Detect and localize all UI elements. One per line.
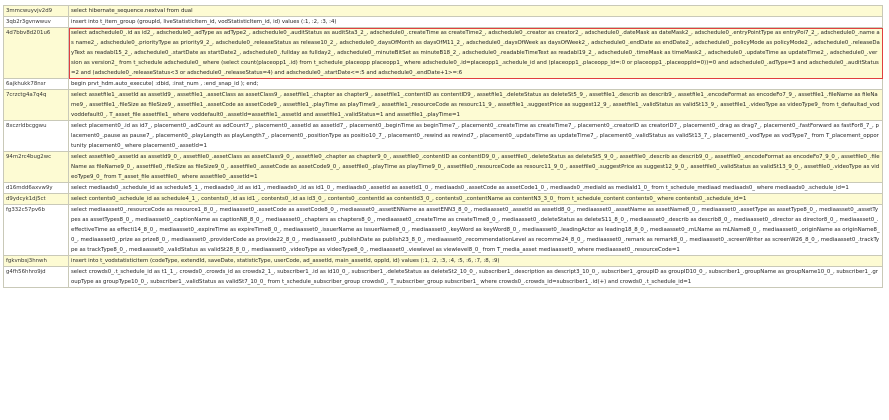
table-row[interactable]: [4, 121, 883, 152]
table-row[interactable]: [4, 79, 883, 90]
sql-text-cell: insert into t_item_group (groupId, liveStatisticItem_id, vodStatisticItem_id, id) values (:1, :2, :3, :4): [69, 17, 883, 28]
sql-id-cell: d9ydcyk1dj5ct: [4, 194, 69, 205]
sql-text-cell: select hibernate_sequence.nextval from dual: [69, 6, 883, 17]
sql-text-cell: begin prvt_hdm.auto_execute( :dbid, :inst_num , :end_snap_id ); end;: [69, 79, 883, 90]
table-row[interactable]: [4, 90, 883, 121]
sql-id-cell: 94m2rc4bug2wc: [4, 152, 69, 183]
sql-id-cell: 8xczrldbcggwu: [4, 121, 69, 152]
sql-text-cell: select adschedule0_.id as id2_, adschedule0_.adType as adType2_, adschedule0_.auditStatus as auditSta3_2_, adschedule0_.createTime as createTime2_, adschedule0_.creator as creator2_, adschedule0_.dateMask as dateMask2_, adschedule0_.entryPointType as entryPoi7_2_, adschedule0_.name as name2_, adschedule0_.priorityType as priority9_2_, adschedule0_.releaseStatus as release10_2_, adschedule0_.daysOfMonth as daysOfM11_2_, adschedule0_.daysOfWeek as daysOfWeek2_, adschedule0_.endDate as endDate2_, adschedule0_.policyMode as policyMode2_, adschedule0_.releaseDayText as readabl15_2_, adschedule0_.startDate as startDate2_, adschedule0_.fullday as fullday2_, adschedule0_.minuteBitSet as minuteB18_2_, adschedule0_.readableTimeText as readabl19_2_, adschedule0_.timeMask as timeMask2_, adschedule0_.updateTime as updateTime2_, adschedule0_.version as version2_ from t_schedule adschedule0_ where (select count(placeopp1_.id) from t_schedule_placeopp placeopp1_ where adschedule0_.id=placeopp1_.schedule_id and (placeopp1_.placeopp_id=:0 or placeopp1_.placeoppId=0))=0 and adschedule0_.adType=3 and adschedule0_.auditStatus=2 and (adschedule0_.releaseStatus<3 or adschedule0_.releaseStatus=4) and adschedule0_.startDate<=:5 and adschedule0_.endDate+1>=:6: [69, 28, 883, 79]
sql-text-cell: select placement0_.id as id7_, placement0_.adCount as adCount7_, placement0_.assetId as assetId7_, placement0_.beginTime as beginTime7_, placement0_.createTime as createTime7_, placement0_.creatorID as creatorID7_, placement0_.drag as drag7_, placement0_.fastForward as fastFor8_7_, placement0_.pause as pause7_, placement0_.playLength as playLength7_, placement0_.positionType as positio10_7_, placement0_.rewind as rewind7_, placement0_.updateTime as updateTime7_, placement0_.validStatus as validSt13_7_, placement0_.vodType as vodType7_ from T_placement_opportunity placement0_ where placement0_.assetId=1: [69, 121, 883, 152]
table-row[interactable]: [4, 17, 883, 28]
table-row[interactable]: [4, 194, 883, 205]
sql-statements-body: [4, 6, 883, 288]
table-row[interactable]: [4, 205, 883, 256]
sql-text-cell: select mediaads0_.schedule_id as schedule5_1_, mediaads0_.id as id1_, mediaads0_.id as id1_0_, mediaads0_.assetId as assetId1_0_, mediaads0_.assetCode as assetCode1_0_, mediaads0_.mediaId as mediaId1_0_ from t_schedule_mediaad mediaads0_ where mediaads0_.schedule_id=1: [69, 183, 883, 194]
sql-id-cell: 3qb2r3gvnwwuv: [4, 17, 69, 28]
sql-id-cell: g4fh56hhro9jd: [4, 267, 69, 288]
table-row[interactable]: [4, 28, 883, 79]
table-row[interactable]: [4, 6, 883, 17]
table-row[interactable]: [4, 267, 883, 288]
sql-id-cell: 3mmcwuyvjv2d9: [4, 6, 69, 17]
sql-id-cell: 6ajkhukk78nsr: [4, 79, 69, 90]
sql-text-cell: select mediaasset0_.resourceCode as resource1_8_0_, mediaasset0_.assetCode as assetCode8_0_, mediaasset0_.assetENName as assetENN3_8_0_, mediaasset0_.assetId as assetId8_0_, mediaasset0_.assetName as assetName8_0_, mediaasset0_.assetType as assetType8_0_, mediaasset0_.assetTypes as assetTypes8_0_, mediaasset0_.captionName as captionN8_8_0_, mediaasset0_.chapters as chapters8_0_, mediaasset0_.createTime as createTime8_0_, mediaasset0_.deleteStatus as deleteS11_8_0_, mediaasset0_.describ as describ8_0_, mediaasset0_.director as director8_0_, mediaasset0_.effectiveTime as effecti14_8_0_, mediaasset0_.expireTime as expireTime8_0_, mediaasset0_.issuerName as issuerName8_0_, mediaasset0_.keyWord as keyWord8_0_, mediaasset0_.leadingActor as leading18_8_0_, mediaasset0_.mLName as mLName8_0_, mediaasset0_.originName as originName8_0_, mediaasset0_.prize as prize8_0_, mediaasset0_.providerCode as provide22_8_0_, mediaasset0_.publishDate as publish23_8_0_, mediaasset0_.recommendationLevel as recomme24_8_0_, mediaasset0_.remark as remark8_0_, mediaasset0_.screenWriter as screenW26_8_0_, mediaasset0_.trackType as trackType8_0_, mediaasset0_.validStatus as validSt28_8_0_, mediaasset0_.videoType as videoType8_0_, mediaasset0_.viewlevel as viewlevel8_0_ from T_media_asset mediaasset0_ where mediaasset0_.resourceCode=1: [69, 205, 883, 256]
table-row[interactable]: [4, 256, 883, 267]
sql-text-cell: select assetfile1_.assetId as assetId9_, assetfile1_.assetClass as assetClass9_, assetfile1_.chapter as chapter9_, assetfile1_.contentID as contentID9_, assetfile1_.deleteStatus as deleteSt5_9_, assetfile1_.describ as describ9_, assetfile1_.encodeFormat as encodeFo7_9_, assetfile1_.fileName as fileName9_, assetfile1_.fileSize as fileSize9_, assetfile1_.assetCode as assetCode9_, assetfile1_.playTime as playTime9_, assetfile1_.resourceCode as resourc11_9_, assetfile1_.suggestPrice as suggest12_9_, assetfile1_.validStatus as validSt13_9_, assetfile1_.videoType as videoType9_ from t_defaultad_vod voddefault0_, T_asset_file assetfile1_ where voddefault0_.assetId=assetfile1_.assetId and assetfile1_.validStatus=1 and assetfile1_.playTime=1: [69, 90, 883, 121]
table-row[interactable]: [4, 152, 883, 183]
sql-text-cell: select contents0_.schedule_id as schedule4_1_, contents0_.id as id1_, contents0_.id as id3_0_, contents0_.contentId as contentId3_0_, contents0_.contentName as contentN3_3_0_ from t_schedule_content contents0_ where contents0_.schedule_id=1: [69, 194, 883, 205]
sql-id-cell: fg332c57pv6b: [4, 205, 69, 256]
sql-id-cell: d16mdd6axvw9y: [4, 183, 69, 194]
sql-id-cell: 7crzctg4a7q4q: [4, 90, 69, 121]
sql-statements-table: [3, 5, 883, 288]
sql-text-cell: select crowds0_.t_schedule_id as t1_1_, crowds0_.crowds_id as crowds2_1_, subscriber1_.id as id10_0_, subscriber1_.deleteStatus as deleteSt2_10_0_, subscriber1_.description as descript3_10_0_, subscriber1_.groupID as groupID10_0_, subscriber1_.groupName as groupName10_0_, subscriber1_.groupType as groupType10_0_, subscriber1_.validStatus as validSt7_10_0_ from t_schedule_subscriber_group crowds0_, T_subscriber_group subscriber1_ where crowds0_.crowds_id=subscriber1_.id(+) and crowds0_.t_schedule_id=1: [69, 267, 883, 288]
sql-text-cell: select assetfile0_.assetId as assetId9_0_, assetfile0_.assetClass as assetClass9_0_, assetfile0_.chapter as chapter9_0_, assetfile0_.contentID as contentID9_0_, assetfile0_.deleteStatus as deleteSt5_9_0_, assetfile0_.describ as describ9_0_, assetfile0_.encodeFormat as encodeFo7_9_0_, assetfile0_.fileName as fileName9_0_, assetfile0_.fileSize as fileSize9_0_, assetfile0_.assetCode as assetCode9_0_, assetfile0_.playTime as playTime9_0_, assetfile0_.resourceCode as resourc11_9_0_, assetfile0_.suggestPrice as suggest12_9_0_, assetfile0_.validStatus as validSt13_9_0_, assetfile0_.videoType as videoType9_0_ from T_asset_file assetfile0_ where assetfile0_.assetId=1: [69, 152, 883, 183]
table-row[interactable]: [4, 183, 883, 194]
sql-id-cell: fgkvnbsj3hnwh: [4, 256, 69, 267]
sql-text-cell: insert into t_vodstatisticitem (codeType, extendId, saveDate, statisticType, userCode, ad_assetId, main_assetId, oppId, id) values (:1, :2, :3, :4, :5, :6, :7, :8, :9): [69, 256, 883, 267]
sql-id-cell: 4d7bbv8d201u6: [4, 28, 69, 79]
